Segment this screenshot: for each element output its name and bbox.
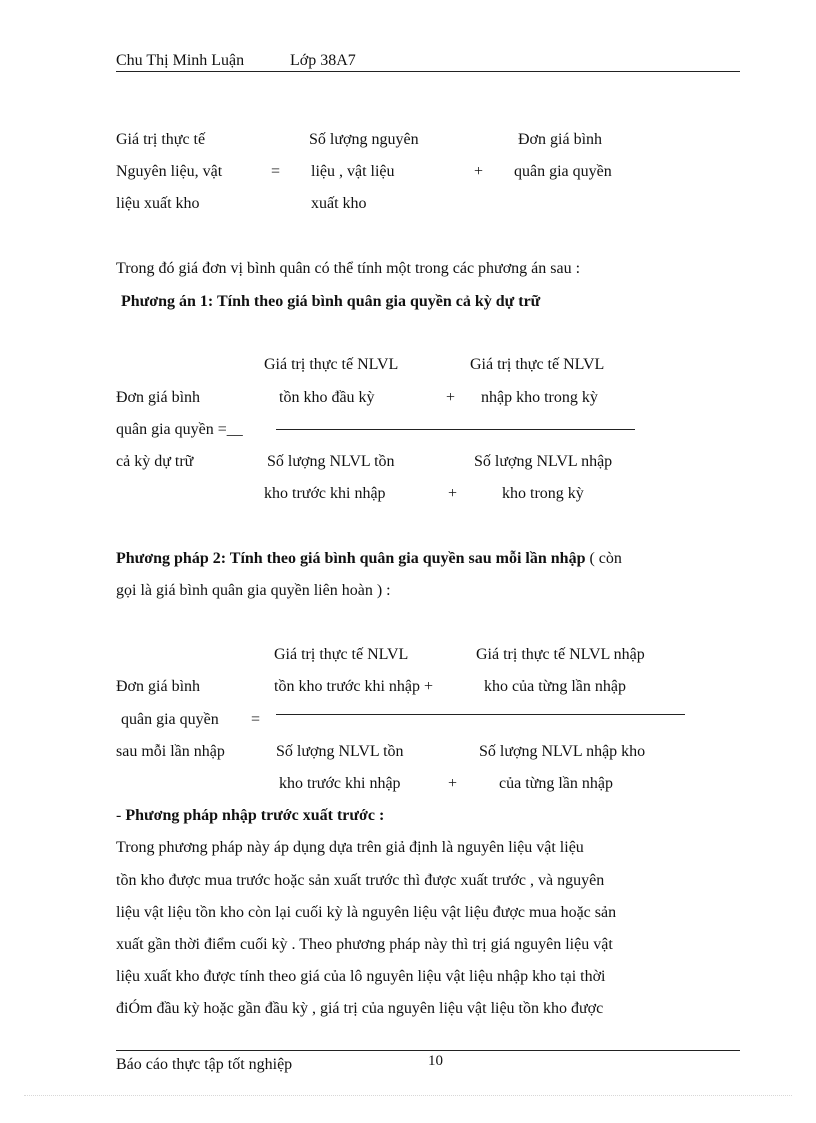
formula2-num-a-line2: tồn kho đầu kỳ xyxy=(279,389,375,406)
page-edge-dots xyxy=(24,1095,792,1096)
fifo-dash: - xyxy=(116,807,126,824)
fifo-paragraph-line: liệu vật liệu tồn kho còn lại cuối kỳ là nguyên liệu vật liệu được mua hoặc sản xyxy=(116,904,617,921)
formula2-den-a-line1: Số lượng NLVL tồn xyxy=(267,453,395,470)
method2-title-rest: ( còn xyxy=(585,550,622,567)
formula2-num-a-line1: Giá trị thực tế NLVL xyxy=(264,356,399,373)
formula2-den-b-line1: Số lượng NLVL nhập xyxy=(474,453,613,470)
formula3-den-a-line2: kho trước khi nhập xyxy=(279,775,401,792)
fifo-paragraph-line: điÓm đầu kỳ hoặc gần đầu kỳ , giá trị của nguyên liệu vật liệu tồn kho được xyxy=(116,1000,604,1017)
formula2-num-b-line2: nhập kho trong kỳ xyxy=(481,389,598,406)
formula1-plus: + xyxy=(474,163,484,180)
formula1-middle-line2: liệu , vật liệu xyxy=(311,163,395,180)
formula3-fraction-bar xyxy=(276,714,685,715)
formula2-num-plus: + xyxy=(446,389,456,406)
method2-title: Phương pháp 2: Tính theo giá bình quân gia quyền sau mỗi lần nhập xyxy=(116,550,586,567)
formula2-den-plus: + xyxy=(448,485,458,502)
formula2-left-line3: cả kỳ dự trữ xyxy=(116,453,194,470)
formula3-den-b-line1: Số lượng NLVL nhập kho xyxy=(479,743,646,760)
formula3-left-line3: sau mỗi lần nhập xyxy=(116,743,225,760)
fifo-paragraph-line: tồn kho được mua trước hoặc sản xuất trước thì được xuất trước , và nguyên xyxy=(116,872,605,889)
formula3-equals: = xyxy=(251,711,261,728)
formula2-fraction-bar xyxy=(276,429,635,430)
formula1-left-line2: Nguyên liệu, vật xyxy=(116,163,223,180)
formula3-left-line2: quân gia quyền xyxy=(121,711,219,728)
fifo-title: Phương pháp nhập trước xuất trước : xyxy=(125,807,385,824)
header-class: Lớp 38A7 xyxy=(290,52,356,69)
page-number: 10 xyxy=(428,1053,443,1069)
fifo-paragraph-line: Trong phương pháp này áp dụng dựa trên giả định là nguyên liệu vật liệu xyxy=(116,839,584,856)
formula1-middle-line1: Số lượng nguyên xyxy=(309,131,419,148)
fifo-paragraph-line: xuất gần thời điểm cuối kỳ . Theo phương pháp này thì trị giá nguyên liệu vật xyxy=(116,936,613,953)
header-author: Chu Thị Minh Luận xyxy=(116,52,245,69)
formula3-den-a-line1: Số lượng NLVL tồn xyxy=(276,743,404,760)
method2-line2: gọi là giá bình quân gia quyền liên hoàn ) : xyxy=(116,582,391,599)
formula2-den-b-line2: kho trong kỳ xyxy=(502,485,584,502)
method1-title: Phương án 1: Tính theo giá bình quân gia quyền cả kỳ dự trữ xyxy=(121,293,541,310)
formula1-right-line2: quân gia quyền xyxy=(514,163,612,180)
formula1-left-line3: liệu xuất kho xyxy=(116,195,200,212)
formula1-left-line1: Giá trị thực tế xyxy=(116,131,206,148)
formula1-middle-line3: xuất kho xyxy=(311,195,367,212)
header-rule xyxy=(116,71,740,72)
formula1-equals: = xyxy=(271,163,281,180)
formula3-den-b-line2: của từng lần nhập xyxy=(499,775,613,792)
formula2-den-a-line2: kho trước khi nhập xyxy=(264,485,386,502)
formula2-num-b-line1: Giá trị thực tế NLVL xyxy=(470,356,605,373)
intro-text: Trong đó giá đơn vị bình quân có thể tính một trong các phương án sau : xyxy=(116,260,581,277)
formula3-den-plus: + xyxy=(448,775,458,792)
formula3-left-line1: Đơn giá bình xyxy=(116,678,201,695)
formula3-num-a-line2: tồn kho trước khi nhập + xyxy=(274,678,434,695)
formula3-num-a-line1: Giá trị thực tế NLVL xyxy=(274,646,409,663)
method2-heading xyxy=(116,549,622,569)
fifo-heading xyxy=(116,806,384,826)
formula2-left-line1: Đơn giá bình xyxy=(116,389,201,406)
fifo-paragraph-line: liệu xuất kho được tính theo giá của lô nguyên liệu vật liệu nhập kho tại thời xyxy=(116,968,606,985)
footer-title: Báo cáo thực tập tốt nghiệp xyxy=(116,1056,293,1073)
formula1-right-line1: Đơn giá bình xyxy=(518,131,603,148)
formula3-num-b-line2: kho của từng lần nhập xyxy=(484,678,626,695)
formula3-num-b-line1: Giá trị thực tế NLVL nhập xyxy=(476,646,645,663)
formula2-left-line2: quân gia quyền =__ xyxy=(116,421,243,438)
